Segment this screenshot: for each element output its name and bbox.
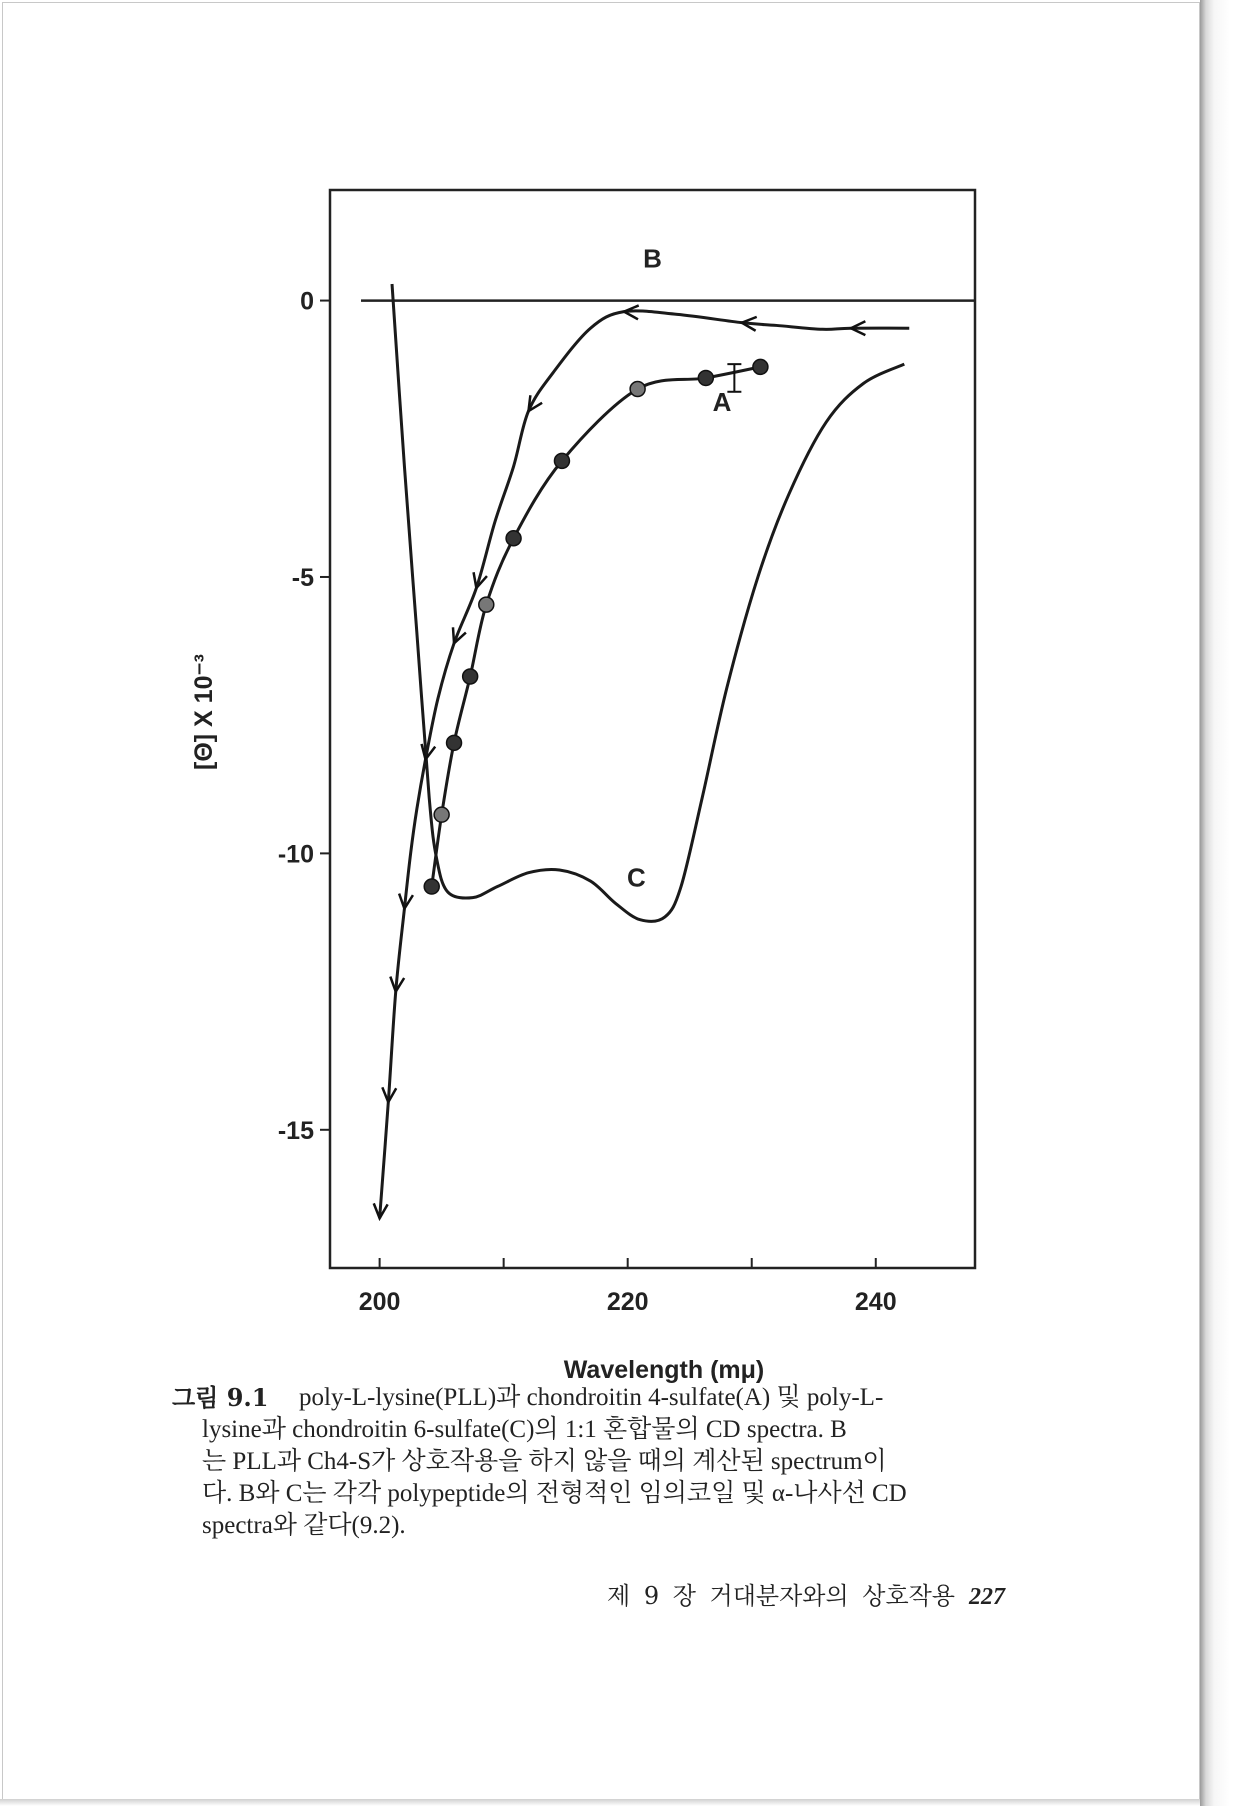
x-tick-label: 200 bbox=[358, 1288, 401, 1316]
series-a-point bbox=[630, 382, 645, 397]
x-axis-label: Wavelength (mμ) bbox=[563, 1356, 765, 1384]
series-a-point bbox=[424, 879, 439, 894]
y-axis-label: [Θ] X 10⁻³ bbox=[190, 654, 218, 770]
chapter-title: 제 9 장 거대분자와의 상호작용 bbox=[607, 1582, 955, 1610]
series-a-point bbox=[698, 370, 713, 385]
caption-line-5: spectra와 같다(9.2). bbox=[202, 1512, 406, 1539]
page-footer bbox=[565, 1576, 1005, 1611]
series-line-a bbox=[432, 367, 761, 887]
figure-caption bbox=[172, 1382, 1022, 1542]
series-a-point bbox=[753, 359, 768, 374]
series-label-a: A bbox=[712, 387, 732, 418]
series-a-point bbox=[479, 597, 494, 612]
series-label-b: B bbox=[643, 243, 662, 274]
series-a-point bbox=[434, 807, 449, 822]
series-a-point bbox=[506, 531, 521, 546]
y-tick-label: -10 bbox=[277, 840, 314, 869]
caption-line-4: 다. B와 C는 각각 polypeptide의 전형적인 임의코일 및 α-나사선 CD bbox=[202, 1480, 907, 1507]
y-tick-label: 0 bbox=[300, 287, 314, 316]
caption-line-3: 는 PLL과 Ch4-S가 상호작용을 하지 않을 때의 계산된 spectrum이 bbox=[202, 1448, 887, 1475]
x-tick-label: 220 bbox=[606, 1288, 649, 1316]
series-a-point bbox=[447, 735, 462, 750]
series-line-c bbox=[392, 284, 904, 921]
page-number: 227 bbox=[969, 1584, 1005, 1610]
series-a-point bbox=[554, 453, 569, 468]
series-label-c: C bbox=[626, 862, 646, 893]
caption-line-1: poly-L-lysine(PLL)과 chondroitin 4-sulfate(A) 및 poly-L- bbox=[299, 1384, 884, 1411]
caption-line-2: lysine과 chondroitin 6-sulfate(C)의 1:1 혼합물의 CD spectra. B bbox=[202, 1416, 847, 1443]
plot-frame bbox=[330, 190, 975, 1268]
x-tick-label: 240 bbox=[854, 1288, 897, 1316]
y-tick-label: -15 bbox=[277, 1116, 314, 1145]
figure-label: 그림 9.1 bbox=[172, 1383, 269, 1412]
page-shadow-bottom bbox=[0, 1799, 1200, 1806]
y-tick-label: -5 bbox=[291, 563, 314, 592]
series-line-b bbox=[380, 311, 910, 1218]
series-a-point bbox=[463, 669, 478, 684]
